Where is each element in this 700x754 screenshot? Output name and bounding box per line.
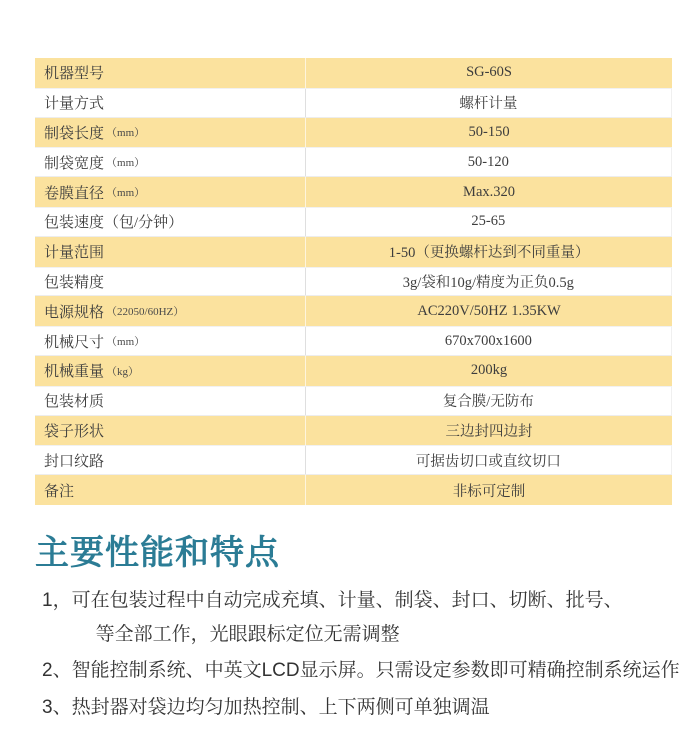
features-heading: 主要性能和特点 — [35, 535, 280, 572]
spec-label-text: 机械重量 — [44, 364, 105, 381]
list-item-text — [72, 691, 680, 725]
table-row — [35, 267, 672, 297]
spec-label — [35, 208, 305, 236]
list-item-number: 3、 — [42, 696, 72, 718]
spec-label-text: 机器型号 — [44, 66, 105, 83]
spec-label-text: 包装速度（包/分钟） — [44, 215, 184, 232]
table-row — [35, 416, 672, 446]
spec-value: 670x700x1600 — [305, 327, 671, 355]
list-item-line2: 等全部工作，光眼跟标定位无需调整 — [95, 623, 400, 645]
spec-unit: （kg） — [106, 365, 140, 378]
spec-unit: （mm） — [106, 187, 146, 200]
spec-label — [35, 446, 305, 474]
spec-value: 50-120 — [305, 148, 671, 176]
spec-label-text: 包装材质 — [44, 394, 105, 411]
table-row — [35, 118, 672, 148]
spec-unit: （22050/60HZ） — [106, 306, 185, 319]
spec-label — [35, 387, 305, 415]
spec-table — [35, 58, 672, 505]
list-item-number: 2、 — [42, 660, 72, 681]
spec-label — [35, 148, 305, 176]
spec-label — [35, 237, 305, 267]
table-row — [35, 88, 672, 118]
features-section — [35, 531, 680, 724]
list-item — [35, 691, 680, 725]
spec-value: 三边封四边封 — [305, 416, 672, 446]
spec-label — [35, 416, 305, 446]
table-row — [35, 356, 672, 386]
spec-unit: （mm） — [106, 127, 146, 140]
table-row — [35, 475, 672, 505]
spec-value: AC220V/50HZ 1.35KW — [305, 296, 672, 326]
table-row — [35, 296, 672, 326]
spec-value: 1-50（更换螺杆达到不同重量） — [305, 237, 672, 267]
spec-value: 3g/袋和10g/精度为正负0.5g — [305, 268, 671, 296]
spec-label — [35, 327, 305, 355]
table-row — [35, 445, 672, 475]
spec-unit: （mm） — [106, 336, 146, 349]
spec-label — [35, 475, 305, 505]
spec-label — [35, 356, 305, 386]
list-item-line1: 智能控制系统、中英文LCD显示屏。只需设定参数即可精确控制系统运作 — [71, 660, 680, 681]
spec-value: 25-65 — [305, 208, 671, 236]
spec-label — [35, 296, 305, 326]
spec-label-text: 卷膜直径 — [44, 185, 105, 202]
spec-value: Max.320 — [305, 177, 672, 207]
spec-label — [35, 177, 305, 207]
list-item-line1: 可在包装过程中自动完成充填、计量、制袋、封口、切断、批号、 — [71, 590, 623, 611]
spec-value: 非标可定制 — [305, 475, 672, 505]
spec-value: 螺杆计量 — [305, 89, 671, 117]
table-row — [35, 207, 672, 237]
list-item — [35, 654, 680, 688]
table-row — [35, 147, 672, 177]
spec-unit: （mm） — [106, 157, 146, 170]
spec-label-text: 包装精度 — [44, 274, 105, 291]
spec-label — [35, 58, 305, 88]
spec-value: 可据齿切口或直纹切口 — [305, 446, 671, 474]
list-item — [35, 584, 680, 651]
spec-label-text: 制袋宽度 — [44, 155, 105, 172]
table-row — [35, 58, 672, 88]
spec-label-text: 制袋长度 — [44, 125, 105, 142]
spec-value: 200kg — [305, 356, 672, 386]
spec-label-text: 袋子形状 — [44, 423, 105, 440]
spec-label-text: 封口纹路 — [44, 453, 105, 470]
spec-label — [35, 89, 305, 117]
spec-value: 复合膜/无防布 — [305, 387, 671, 415]
table-row — [35, 326, 672, 356]
list-item-text — [72, 584, 680, 651]
list-item-line1: 热封器对袋边均匀加热控制、上下两侧可单独调温 — [71, 696, 490, 718]
spec-label-text: 机械尺寸 — [44, 334, 105, 351]
spec-label-text: 备注 — [44, 483, 75, 500]
table-row — [35, 177, 672, 207]
spec-label-text: 计量方式 — [44, 96, 105, 113]
list-item-number: 1， — [42, 590, 72, 611]
list-item-text — [72, 654, 680, 688]
table-row — [35, 237, 672, 267]
spec-label-text: 电源规格 — [44, 304, 105, 321]
spec-value: SG-60S — [305, 58, 672, 88]
spec-value: 50-150 — [305, 118, 672, 148]
spec-label — [35, 268, 305, 296]
spec-label — [35, 118, 305, 148]
table-row — [35, 386, 672, 416]
spec-label-text: 计量范围 — [44, 245, 105, 262]
